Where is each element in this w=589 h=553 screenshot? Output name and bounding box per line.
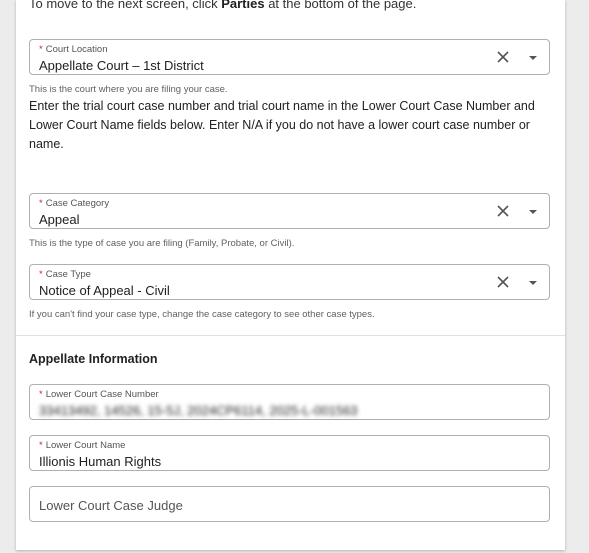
case-category-value: Appeal <box>39 212 80 227</box>
lower-court-case-number-value: 33413492, 14526, 15-5J, 2024CP6114, 2025-L-001563 <box>39 403 358 418</box>
lower-court-case-number-field[interactable] <box>29 384 550 420</box>
lower-court-name-field[interactable] <box>29 435 550 471</box>
clear-icon[interactable] <box>495 49 511 65</box>
lower-court-case-judge-field[interactable] <box>29 486 550 522</box>
case-category-help: This is the type of case you are filing (Family, Probate, or Civil). <box>29 238 295 249</box>
instructions-text: Enter the trial court case number and trial court name in the Lower Court Case Number and Lower Court Name fields below. Enter N/A if you do not have a lower court case number or name. <box>29 99 535 151</box>
court-location-select[interactable] <box>29 39 550 75</box>
case-type-value: Notice of Appeal - Civil <box>39 283 170 298</box>
case-category-select[interactable] <box>29 193 550 229</box>
case-type-label: * Case Type <box>39 269 91 280</box>
lower-court-case-number-label: * Lower Court Case Number <box>39 389 159 400</box>
court-location-label: * Court Location <box>39 44 108 55</box>
chevron-down-icon[interactable] <box>527 207 539 217</box>
clear-icon[interactable] <box>495 274 511 290</box>
lower-court-name-value: Illionis Human Rights <box>39 454 162 469</box>
case-category-label: * Case Category <box>39 198 110 209</box>
lower-court-case-judge-placeholder: Lower Court Case Judge <box>39 498 183 513</box>
case-type-help: If you can't find your case type, change the case category to see other case types. <box>29 309 375 320</box>
filing-form-card <box>16 0 565 550</box>
clear-icon[interactable] <box>495 203 511 219</box>
appellate-information-heading: Appellate Information <box>29 352 158 366</box>
case-type-select[interactable] <box>29 264 550 300</box>
lower-court-name-label: * Lower Court Name <box>39 440 126 451</box>
section-divider <box>16 335 565 336</box>
chevron-down-icon[interactable] <box>527 53 539 63</box>
parties-emphasis: Parties <box>221 0 265 11</box>
chevron-down-icon[interactable] <box>527 278 539 288</box>
intro-text: To move to the next screen, click Parties at the bottom of the page. <box>29 0 416 11</box>
court-location-value: Appellate Court – 1st District <box>39 58 204 73</box>
court-location-help: This is the court where you are filing your case. <box>29 84 228 95</box>
